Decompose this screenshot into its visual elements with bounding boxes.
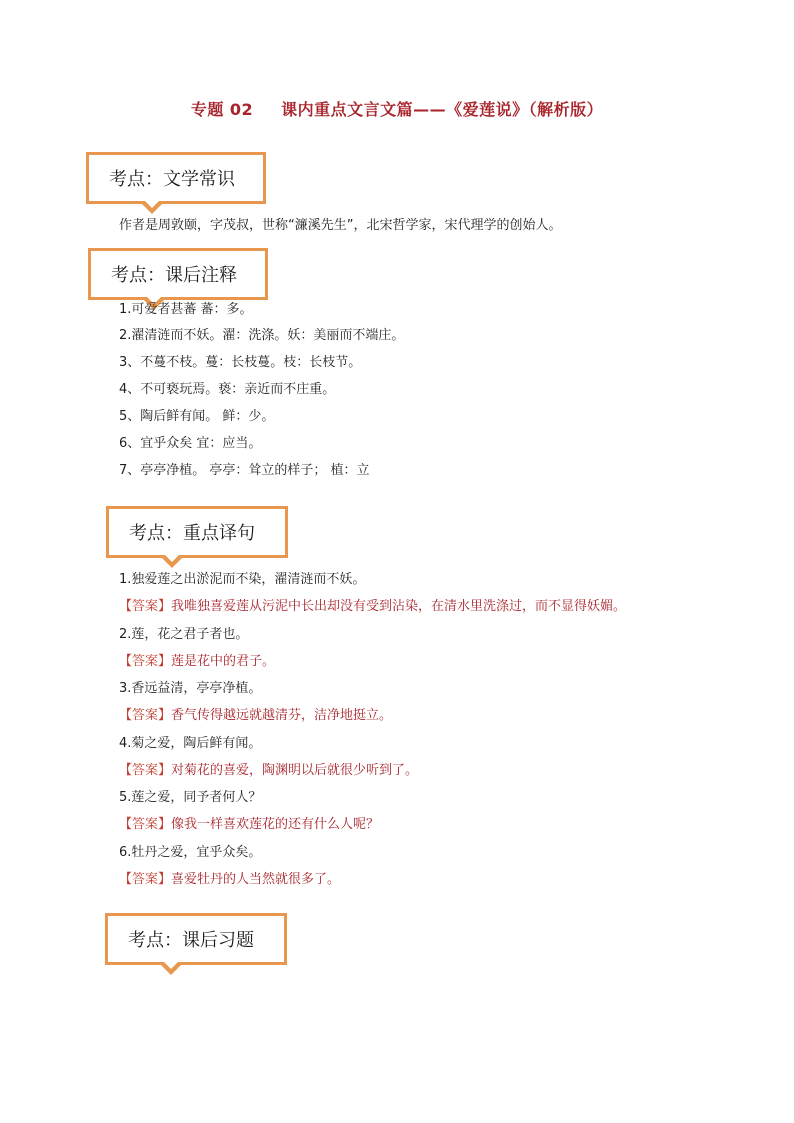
question-item: 3.香远益清，亭亭净植。 xyxy=(119,681,262,696)
note-item: 3、不蔓不枝。蔓：长枝蔓。枝：长枝节。 xyxy=(119,355,362,370)
answer-text: 我唯独喜爱莲从污泥中长出却没有受到沾染，在清水里洗涤过，而不显得妖媚。 xyxy=(171,599,627,614)
answer-text: 喜爱牡丹的人当然就很多了。 xyxy=(171,872,341,887)
answer-tag: 【答案】 xyxy=(119,872,172,887)
answer-tag: 【答案】 xyxy=(119,708,172,723)
answer-text: 像我一样喜欢莲花的还有什么人呢？ xyxy=(171,817,380,832)
document-title xyxy=(0,97,794,120)
answer-text: 莲是花中的君子。 xyxy=(171,654,276,669)
answer-item xyxy=(119,813,379,832)
note-item: 2.濯清涟而不妖。濯：洗涤。妖：美丽而不端庄。 xyxy=(119,328,405,343)
question-item: 1.独爱莲之出淤泥而不染，濯清涟而不妖。 xyxy=(119,572,366,587)
note-item: 1.可爱者甚蕃 蕃：多。 xyxy=(119,302,253,317)
section-heading-label: 考点：课后注释 xyxy=(111,265,237,286)
section-heading-label: 考点：文学常识 xyxy=(109,169,235,190)
section-heading-exercises xyxy=(105,913,287,965)
answer-item xyxy=(119,650,275,669)
literature-text: 作者是周敦颐，字茂叔，世称“濂溪先生”，北宋哲学家，宋代理学的创始人。 xyxy=(119,218,562,233)
note-item: 4、不可亵玩焉。亵：亲近而不庄重。 xyxy=(119,382,336,397)
answer-tag: 【答案】 xyxy=(119,763,172,778)
title-part2: 课内重点文言文篇——《爱莲说》（解析版） xyxy=(281,100,604,119)
note-item: 7、亭亭净植。 亭亭：耸立的样子； 植：立 xyxy=(119,463,370,478)
section-heading-literature xyxy=(86,152,266,204)
note-item: 6、宜乎众矣 宜：应当。 xyxy=(119,436,262,451)
answer-text: 香气传得越远就越清芬，洁净地挺立。 xyxy=(171,708,393,723)
answer-item xyxy=(119,595,626,614)
answer-text: 对菊花的喜爱，陶渊明以后就很少听到了。 xyxy=(171,763,419,778)
question-item: 4.菊之爱，陶后鲜有闻。 xyxy=(119,736,262,751)
title-part1: 专题 02 xyxy=(190,100,254,119)
section-heading-label: 考点：重点译句 xyxy=(129,523,255,544)
question-item: 2.莲，花之君子者也。 xyxy=(119,627,249,642)
answer-tag: 【答案】 xyxy=(119,654,172,669)
answer-item xyxy=(119,704,392,723)
section-heading-notes xyxy=(88,248,268,300)
answer-item xyxy=(119,868,340,887)
section-heading-translation xyxy=(106,506,288,558)
note-item: 5、陶后鲜有闻。 鲜：少。 xyxy=(119,409,275,424)
answer-tag: 【答案】 xyxy=(119,599,172,614)
question-item: 5.莲之爱，同予者何人？ xyxy=(119,790,262,805)
answer-tag: 【答案】 xyxy=(119,817,172,832)
section-heading-label: 考点：课后习题 xyxy=(128,930,254,951)
question-item: 6.牡丹之爱，宜乎众矣。 xyxy=(119,845,262,860)
answer-item xyxy=(119,759,418,778)
